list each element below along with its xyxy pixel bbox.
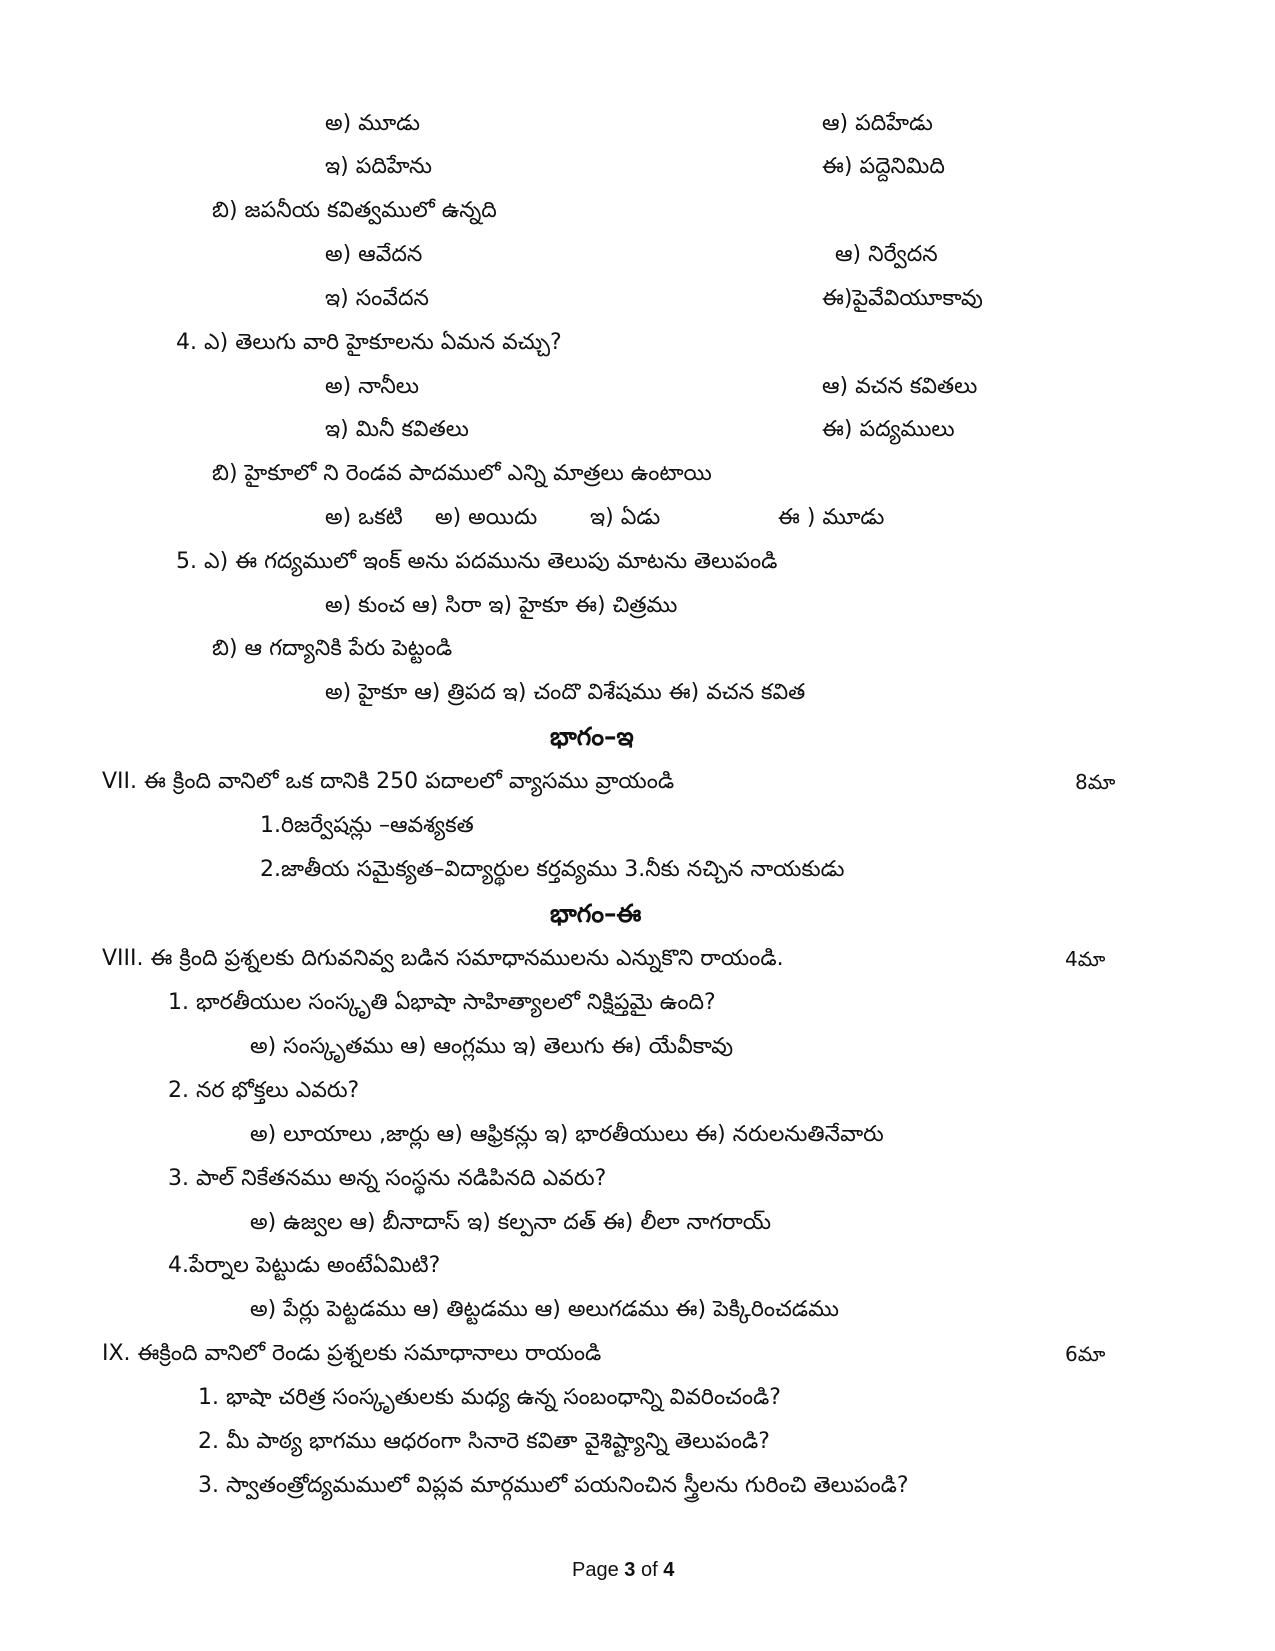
question-text: VII. ఈ క్రింది వానిలో ఒక దానికి 250 పదాలలో వ్యాసము వ్రాయండి bbox=[102, 769, 675, 794]
option-text: ఈ ) మూడు bbox=[778, 505, 885, 530]
option-text: ఈ) పద్యములు bbox=[822, 417, 955, 442]
option-text: అ) లూయాలు ,జార్లు ఆ) ఆఫ్రికన్లు ఇ) భారతీయులు ఈ) నరులనుతినేవారు bbox=[250, 1122, 884, 1147]
option-text: ఇ) పదిహేను bbox=[325, 154, 433, 179]
option-text: అ) ఒకటి bbox=[325, 505, 403, 530]
option-text: అ) నానీలు bbox=[325, 374, 420, 399]
question-text: 3. స్వాతంత్రోద్యమములో విప్లవ మార్గములో పయనించిన స్త్రీలను గురించి తెలుపండి? bbox=[198, 1473, 909, 1498]
option-text: ఇ) ఏడు bbox=[590, 505, 661, 530]
option-text: ఈ)పైవేవియూకావు bbox=[822, 286, 983, 311]
question-text: IX. ఈక్రింది వానిలో రెండు ప్రశ్నలకు సమాధానాలు రాయండి bbox=[102, 1341, 602, 1366]
option-text: అ) ఆవేదన bbox=[325, 242, 423, 267]
marks-label: 6మా bbox=[1065, 1342, 1106, 1366]
option-text: ఇ) సంవేదన bbox=[325, 286, 429, 311]
page-number: Page 3 of 4 bbox=[572, 1559, 675, 1581]
question-text: 2. నర భోక్తలు ఎవరు? bbox=[168, 1078, 360, 1103]
question-text: బి) హైకూలో ని రెండవ పాదములో ఎన్ని మాత్రలు ఉంటాయి bbox=[212, 461, 712, 486]
option-text: అ) కుంచ ఆ) సిరా ఇ) హైకూ ఈ) చిత్రము bbox=[325, 593, 678, 618]
marks-label: 4మా bbox=[1065, 947, 1106, 971]
question-text: 1. భారతీయుల సంస్కృతి ఏభాషా సాహిత్యాలలో నిక్షిప్తమై ఉంది? bbox=[168, 990, 716, 1015]
question-text: 4.పేర్నాల పెట్టుడు అంటేఏమిటి? bbox=[168, 1253, 441, 1278]
question-text: బి) ఆ గద్యానికి పేరు పెట్టండి bbox=[212, 636, 453, 661]
option-text: ఆ) పదిహేడు bbox=[822, 111, 933, 136]
option-text: ఇ) మినీ కవితలు bbox=[325, 417, 469, 442]
option-text: అ) ఉజ్వల ఆ) బీనాదాస్ ఇ) కల్పనా దత్ ఈ) లీలా నాగరాయ్ bbox=[250, 1210, 772, 1235]
question-text: బి) జపనీయ కవిత్వములో ఉన్నది bbox=[212, 198, 497, 223]
question-text: 2. మీ పాఠ్య భాగము ఆధరంగా సినారె కవితా వైశిష్ట్యాన్ని తెలుపండి? bbox=[198, 1429, 770, 1454]
option-text: 1.రిజర్వేషన్లు –ఆవశ్యకత bbox=[260, 813, 474, 838]
option-text: అ) సంస్కృతము ఆ) ఆంగ్లము ఇ) తెలుగు ఈ) యేవీకావు bbox=[250, 1034, 734, 1059]
question-text: 4. ఎ) తెలుగు వారి హైకూలను ఏమన వచ్చు? bbox=[176, 330, 562, 355]
question-text: VIII. ఈ క్రింది ప్రశ్నలకు దిగువనివ్వ బడిన సమాధానములను ఎన్నుకొని రాయండి. bbox=[102, 946, 784, 971]
question-text: 3. పాల్ నికేతనము అన్న సంస్థను నడిపినది ఎవరు? bbox=[168, 1166, 607, 1191]
option-text: 2.జాతీయ సమైక్యత–విద్యార్థుల కర్తవ్యము 3.నీకు నచ్చిన నాయకుడు bbox=[260, 857, 845, 882]
marks-label: 8మా bbox=[1075, 770, 1116, 794]
section-heading: భాగం–ఈ bbox=[550, 899, 642, 928]
option-text: అ) పేర్లు పెట్టడము ఆ) తిట్టడము ఆ) అలుగడము ఈ) పెక్కిరించడము bbox=[250, 1297, 839, 1322]
option-text: అ) మూడు bbox=[325, 111, 421, 136]
section-heading: భాగం–ఇ bbox=[550, 722, 634, 751]
question-text: 5. ఎ) ఈ గద్యములో ఇంక్ అను పదమును తెలుపు మాటను తెలుపండి bbox=[176, 549, 778, 574]
option-text: అ) హైకూ ఆ) త్రిపద ఇ) చందొ విశేషము ఈ) వచన కవిత bbox=[325, 680, 806, 705]
option-text: అ) అయిదు bbox=[435, 505, 538, 530]
option-text: ఆ) వచన కవితలు bbox=[822, 374, 978, 399]
option-text: ఈ) పద్దెనిమిది bbox=[822, 154, 945, 179]
option-text: ఆ) నిర్వేదన bbox=[835, 242, 938, 267]
question-text: 1. భాషా చరిత్ర సంస్కృతులకు మధ్య ఉన్న సంబంధాన్ని వివరించండి? bbox=[198, 1385, 781, 1410]
